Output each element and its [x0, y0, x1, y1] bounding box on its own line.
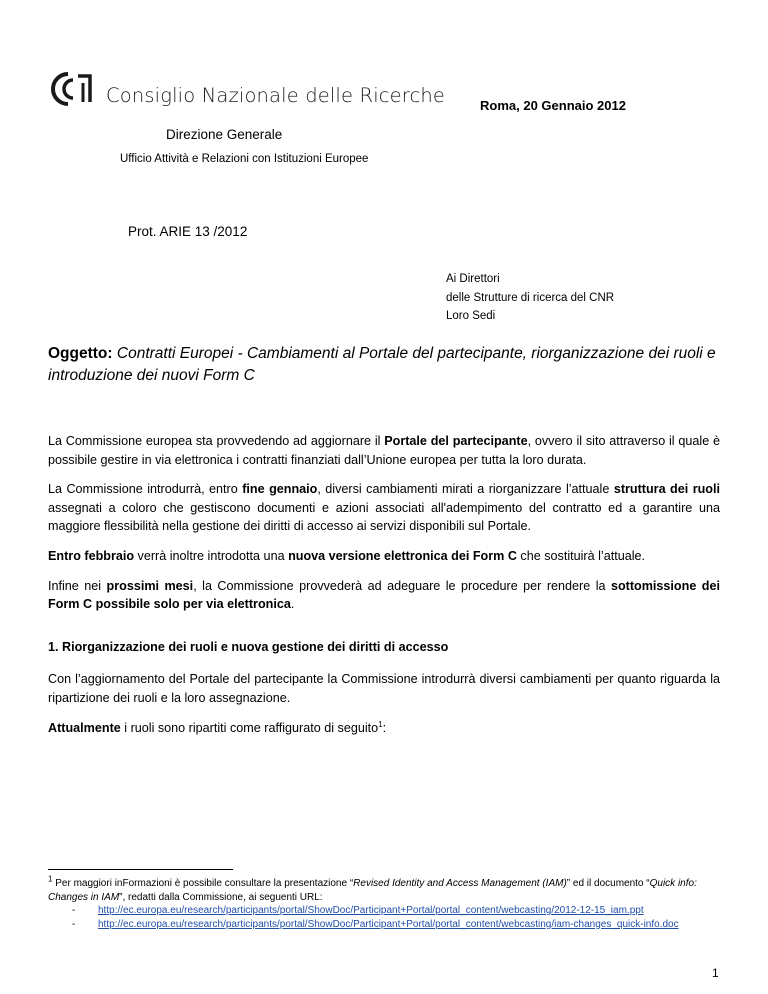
emphasis: sottomissione dei Form C possibile solo per via elettronica — [48, 578, 720, 612]
emphasis: Portale del partecipante — [384, 434, 528, 448]
page-number: 1 — [712, 966, 719, 980]
letter-date: Roma, 20 Gennaio 2012 — [480, 98, 626, 113]
footnote-link-item: - http://ec.europa.eu/research/participants/portal/ShowDoc/Participant+Portal/portal_content/webcasting/2012-12-15_iam.ppt — [72, 905, 644, 917]
emphasis: prossimi mesi — [106, 578, 194, 593]
emphasis: Attualmente — [48, 720, 121, 735]
emphasis: Entro febbraio — [48, 548, 135, 563]
letter-body — [48, 432, 720, 748]
body-paragraph: Entro febbraio verrà inoltre introdotta una nuova versione elettronica dei Form C che sostituirà l’attuale. — [48, 548, 646, 563]
recipient-line: Ai Direttori — [446, 273, 500, 285]
protocol-number: Prot. ARIE 13 /2012 — [128, 224, 248, 239]
body-paragraph: Infine nei prossimi mesi, la Commissione provvederà ad adeguare le procedure per rendere la sottomissione dei Form C possibile solo per via elettronica. — [48, 578, 720, 612]
cnr-logo-icon — [48, 70, 98, 108]
footnote-marker: 1 — [48, 874, 53, 884]
subject-text: Contratti Europei - Cambiamenti al Portale del partecipante, riorganizzazione dei ruoli e introduzione dei nuovi Form C — [48, 345, 716, 384]
subject-label: Oggetto: — [48, 345, 113, 362]
footnote-link-list — [48, 904, 720, 931]
emphasis: struttura dei ruoli — [613, 482, 720, 497]
organization-name: Consiglio Nazionale delle Ricerche — [106, 84, 446, 107]
footnote-link[interactable]: http://ec.europa.eu/research/participants/portal/ShowDoc/Participant+Portal/portal_content/webcasting/iam-changes_quick-info.doc — [98, 918, 679, 930]
recipients-block — [446, 270, 614, 326]
recipient-line: delle Strutture di ricerca del CNR — [446, 291, 615, 304]
body-paragraph: Attualmente i ruoli sono ripartiti come raffigurato di seguito$^1$: — [48, 719, 387, 735]
body-paragraph: Con l’aggiornamento del Portale del partecipante la Commissione introdurrà diversi cambiamenti per quanto riguarda la ripartizione dei ruoli e la loro assegnazione. — [48, 672, 720, 705]
footnote-reference[interactable]: 1 — [378, 719, 383, 729]
footnote-link[interactable]: http://ec.europa.eu/research/participants/portal/ShowDoc/Participant+Portal/portal_content/webcasting/2012-12-15_iam.ppt — [98, 905, 644, 917]
section-heading: 1. Riorganizzazione dei ruoli e nuova gestione dei diritti di accesso — [48, 639, 449, 654]
body-paragraph: La Commissione europea sta provvedendo ad aggiornare il Portale del partecipante, ovvero il sito attraverso il quale è possibile gestire in via elettronica i contratti finanziati dall’Unione europea per tutta la loro durata. — [48, 434, 720, 467]
office-name: Ufficio Attività e Relazioni con Istituzioni Europee — [120, 153, 369, 165]
body-paragraph: La Commissione introdurrà, entro fine gennaio, diversi cambiamenti mirati a riorganizzare l’attuale struttura dei ruoli assegnati a coloro che gestiscono documenti e azioni associati all'adempimento del contratto ed a garantire una maggiore flessibilità nella gestione dei diritti di accesso ai servizi disponibili sul Portale. — [48, 482, 720, 534]
emphasis: nuova versione elettronica dei Form C — [288, 548, 517, 563]
emphasis: fine gennaio — [242, 482, 318, 497]
footnote — [48, 874, 720, 931]
footnote-separator — [48, 869, 233, 870]
subject-line — [48, 343, 728, 387]
footnote-link-item: - http://ec.europa.eu/research/participants/portal/ShowDoc/Participant+Portal/portal_content/webcasting/iam-changes_quick-info.doc — [72, 918, 679, 930]
department-name: Direzione Generale — [166, 127, 283, 142]
footnote-text: $^1$ Per maggiori inFormazioni è possibile consultare la presentazione “Revised Identity and Access Management (IAM)” ed il documento “Quick info: Changes in IAM”, redatti dalla Commissione, ai seguenti URL: — [48, 874, 697, 903]
recipient-line: Loro Sedi — [446, 310, 496, 322]
